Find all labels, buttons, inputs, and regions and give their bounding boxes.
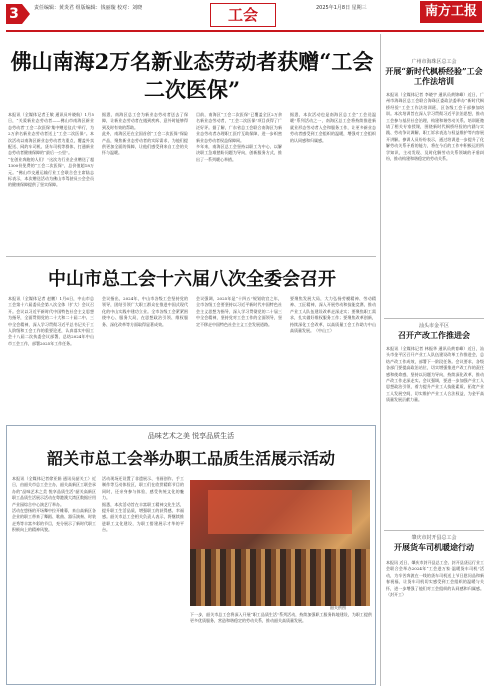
article2-headline: 中山市总工会十六届八次全委会召开 xyxy=(48,269,336,290)
divider xyxy=(384,530,484,531)
right-story1-header xyxy=(384,58,484,86)
right-story2-header xyxy=(384,322,484,340)
article3-headline: 韶关市总工会举办职工品质生活展示活动 xyxy=(46,449,335,468)
page-number: 3 xyxy=(6,4,22,24)
right-story1-body: 本报讯（全媒体记者 李晓宇 通讯员黄锦峰）近日，广州市海珠区总工会联合海珠区委政法委举办“新时代枫桥经验”工会工作法培训班，区各级工会干部参加培训。本次培训旨在深入学习贯彻习近平法治思想，推动工会参与基层社会治理，构建和谐劳动关系。培训班邀请了相关专家授课，围绕新时代枫桥经验的内涵与实践、劳动争议调解、职工诉求表达与权益维护等内容展开讲解。参训人员纷纷表示，通过培训进一步提升了化解劳动关系矛盾的能力，将在今后的工作中积极运用所学知识，主动发现、及时化解劳动关系领域的矛盾纠纷，推动构建和谐稳定的劳动关系。 xyxy=(386,92,484,162)
article2-col2: 会议指出，2024年，中山市各级工会坚持党的领导，团结引领广大职工群众在推进中国式现代化的中山实践中建功立业。全市各级工会紧紧围绕中心、服务大局，在思想政治引领、维权服务、深化改革等方面取得显著成效。 xyxy=(102,296,188,327)
right-story2-kicker: 汕头市金平区 xyxy=(418,323,449,329)
right-story1-kicker: 广州市海珠区总工会 xyxy=(411,59,457,65)
page-header xyxy=(0,0,490,30)
right-story2-title: 召开产改工作推进会 xyxy=(398,330,470,340)
right-story2-body: 本报讯（全媒体记者 林振华 通讯员黄育峰）近日，汕头市金平区召开产业工人队伍建设改革工作推进会，总结产改工作成效，部署下一阶段任务。会议要求，各级各部门要提高政治站位，切实增强推进产改工作的责任感和使命感，坚持以问题为导向，持续深化改革，推动产改工作走深走实。会议强调，要进一步加强产业工人思想政治引领，着力提升产业工人技能素质，拓宽产业工人发展空间，切实维护产业工人合法权益，为金平高质量发展贡献力量。 xyxy=(386,346,484,403)
issue-date: 2025年1月8日 星期三 xyxy=(316,5,367,11)
photo-credit: 韶关供图 xyxy=(330,605,346,610)
newspaper-logo: 南方工报 xyxy=(420,1,482,23)
article1-col4: 据悉，本次活动也是南海区总工会“工会送温暖”系列活动之一，南海区总工会将持续推进新就业形态劳动者入会和服务工作，让更多新业态劳动者感受到工会组织的温暖，增强对工会组织的认同感和归属感。 xyxy=(290,112,376,143)
article1-col1: 本报讯（全媒体记者王敏 通讯员叶晓航）1月5日，“关爱新业态劳动者——佛山市南海区新业态劳动者‘工会二次医保’集中赠送仪式”举行，为2万余名新业态劳动者送上“工会二次医保”。本次活动以南海区新业态劳动者为重点，覆盖外卖配送、网约车司机、货车司机等群体，打通新业态劳动者健康保障的“最后一公里”。 “在创业奔跑的人们！”这次为行业企业赠送了超1300份免费的“工会二次医保”，总价值超18万元。“佛山市交通运输行业工会联合会主席陆志标表示，本次赠送活动为佛山市驾驶员公会会员的健康保障提供了坚实保障。 xyxy=(8,112,94,188)
right-story3-kicker: 肇庆市封开县总工会 xyxy=(411,535,457,541)
right-story1-title: 开展“新时代枫桥经验”工会工作法培训 xyxy=(385,66,483,86)
divider xyxy=(6,256,376,257)
section-title: 工会 xyxy=(210,3,276,27)
article2-col1: 本报讯（全媒体记者 赵鹏）1月6日，中山市总工会第十六届委员会第八次全体（扩大）会议召开。会议以习近平新时代中国特色社会主义思想为指导，全面贯彻党的二十大和二十届二中、三中全会精神，深入学习贯彻习近平总书记关于工人阶级和工会工作的重要论述，认真落实中国工会十八届二次执委会议部署，总结2024年中山市工会工作，部署2025年工作任务。 xyxy=(8,296,94,346)
header-rule xyxy=(6,30,484,32)
article3-col2: 活动现场还设置了非遗展示、书画创作、手工制作等互动体验区，职工们在欣赏精彩节目的同时，还亲身参与体验，感受传统文化的魅力。 据悉，本次活动旨在丰富职工精神文化生活，提升职工生活品质，增强职工的获得感、幸福感。韶关市总工会相关负责人表示，将继续推进职工文化建设，为职工搭建展示才华的平台。 xyxy=(102,476,184,533)
article2-col4: 要聚焦发展大局，大力弘扬劳模精神、劳动精神、工匠精神，深入开展劳动和技能竞赛，推动产业工人队伍建设改革走深走实；要聚焦职工需求，扎实做好维权服务工作；要聚焦改革创新，持续深化工会改革，以高质量工会工作助力中山高质量发展。（中山工） xyxy=(290,296,376,334)
article1-headline: 佛山南海2万名新业态劳动者获赠“工会二次医保” xyxy=(10,49,374,102)
article3-col1: 本报讯（全媒体记者徐亚娟 通讯员韶关工）近日，由韶关市总工会主办，韶关高新区工联会承办的“品味艺术之美 悦享品质生活”韶关高新区职工品质生活展示活动在粤港澳大湾区数据应用产业园综合中心演艺厅举办。 活动在悠扬的开场舞中拉开帷幕，来自高新区各企业的职工带来了舞蹈、歌曲、器乐演奏、时装走秀等丰富多彩的节目，充分展示了新时代职工积极向上的精神风貌。 xyxy=(12,476,96,533)
right-story3-title: 开展货车司机暖途行动 xyxy=(394,542,474,552)
article1-col3: 目前，南海区“工会二次医保”已覆盖全区2万余名新业态劳动者，“工会二次医保”项目获得了广泛好评。据了解，广东省总工会联合南海区为新业态劳动者办理职工医疗互助保障，进一步织密新业态劳动者权益保障网。 多年来，南海区总工会坚持以职工为中心，以解决职工急难愁盼问题为导向，创新服务方式，推出了一系列暖心举措。 xyxy=(196,112,282,162)
editor-credits: 责任编辑：黄炎君 组版编辑：钱丽璇 校对：刘晓 xyxy=(34,5,143,11)
article3-kicker: 品味艺术之美 悦享品质生活 xyxy=(147,432,235,440)
column-divider xyxy=(380,34,381,686)
right-story3-body: 本报讯 近日，肇庆市封开县总工会、封开县货运行业工会联合会举办2024年“工会进万家·温暖货车司机”活动，为辛苦奔波在一线的货车司机送上节日慰问品和新春祝福，让货车司机切实感受到工会组织的温暖与关怀，进一步增强了他们对工会组织的认同感和归属感。（封开工） xyxy=(386,560,484,598)
event-photo xyxy=(190,480,370,606)
article3-col3: 下一步，韶关市总工会将深入开展“职工品质生活”系列活动，持续加强职工服务阵地建设，为职工提供更多优质服务，营造和谐稳定的劳动关系，推动韶关高质量发展。 xyxy=(190,612,372,624)
article2-col3: 会议强调，2025年是“十四五”规划收官之年，全市各级工会要坚持以习近平新时代中国特色社会主义思想为指导，深入学习贯彻党的二十届三中全会精神，坚持党对工会工作的全面领导，坚定不移走中国特色社会主义工会发展道路。 xyxy=(196,296,282,327)
right-story3-header xyxy=(384,534,484,552)
divider xyxy=(384,318,484,319)
article1-col2: 据悉，南海区总工会为新业态劳动者送去了保障，让新业态劳动者在遇到疾病、意外时能够得到及时有效的帮助。 此外，南海区还在全国首创“工会二次医保”保险产品，聚焦新业态劳动者的实际需求，为他们提供更加全面的保障，让他们感受到来自工会的关怀与温暖。 xyxy=(102,112,188,156)
page-number-arrow xyxy=(22,4,30,24)
